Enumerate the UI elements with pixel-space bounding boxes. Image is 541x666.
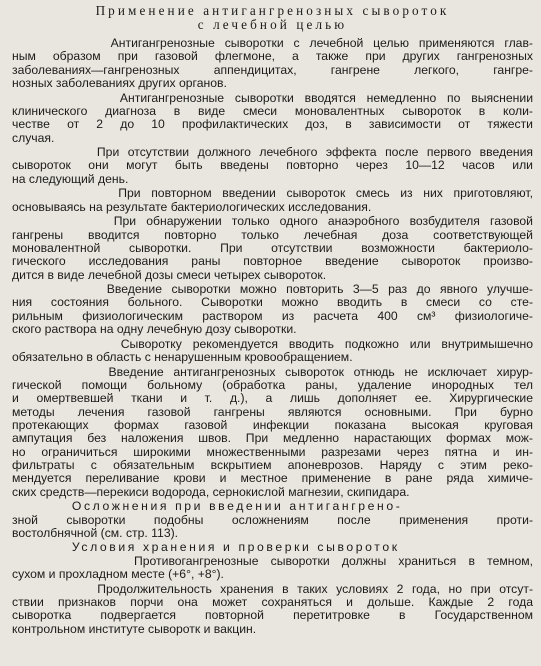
text-line: Осложнения при введении антигангрено- [12, 499, 403, 514]
text-line: на следующий день. [12, 171, 129, 186]
text-line: нозных заболеваниях других органов. [12, 76, 227, 91]
text-line: Условия хранения и проверки сывороток [12, 540, 400, 555]
text-line: контрольном институте сыворотк и вакцин. [12, 621, 257, 636]
text-line: но ограничиться широкими множественными разрезами через пятна и ин- [12, 444, 533, 459]
text-line: зной сыворотки подобны осложнениям после применения проти- [12, 512, 533, 527]
text-line: ампутация без наложения швов. При медленно нарастающих формах мож- [12, 431, 533, 446]
text-line: ным образом при газовой флегмоне, а также при других гангренозных [12, 49, 533, 64]
paragraph [12, 92, 533, 145]
text-line: фильтраты с обязательным вскрытием апоневрозов. Наряду с этим реко- [12, 457, 533, 472]
text-line: честве от 2 до 10 профилактических доз, в зависимости от тяжести [12, 117, 533, 132]
paragraph [12, 541, 533, 581]
paragraph [12, 500, 533, 540]
paragraph [12, 146, 533, 186]
paragraph [12, 187, 533, 214]
text-line: ния состояния больного. Сыворотки можно вводить в смеси со сте- [12, 295, 533, 310]
text-line: Введение антигангренозных сывороток отнюдь не исключает хирур- [12, 364, 533, 379]
text-line: и омертвевшей ткани и т. д.), а лишь дополняет ее. Хирургические [12, 391, 533, 406]
text-line: ских средств—перекиси водорода, сернокислой магнезии, скипидара. [12, 484, 410, 499]
text-line: сыворотка подвергается повторной перетитровке в Государственном [12, 608, 533, 623]
text-line: сухом и прохладном месте (+6°, +8°). [12, 567, 224, 582]
text-line: методы лечения газовой гангрены являются основными. При бурно [12, 404, 533, 419]
title-line-1: Применение антигангренозных сывороток [95, 3, 450, 18]
text-line: рильным физиологическим раствором из расчета 400 см³ физиологиче- [12, 308, 533, 323]
text-line: случая. [12, 130, 55, 145]
text-line: Продолжительность хранения в таких условиях 2 года, но при отсут- [12, 581, 533, 596]
text-line: клинического диагноза в виде смеси моновалентных сывороток в коли- [12, 103, 533, 118]
text-line: мендуется переливание крови и местное применение в ране ряда химиче- [12, 471, 533, 486]
text-line: ствии признаков порчи она может сохраняться и дольше. Каждые 2 года [12, 594, 533, 609]
text-line: Противогангренозные сыворотки должны храниться в темном, [12, 553, 533, 568]
text-line: Введение сыворотки можно повторить 3—5 раз до явного улучше- [12, 282, 533, 297]
paragraph [12, 366, 533, 499]
text-line: При отсутствии должного лечебного эффекта после первого введения [12, 145, 533, 160]
text-line: гангрены вводится повторно только лечебная доза соответствующей [12, 227, 533, 242]
text-line: При повторном введении сывороток смесь из них приготовляют, [12, 186, 533, 201]
text-line: При обнаружении только одного анаэробного возбудителя газовой [12, 214, 533, 229]
text-line: обязательно в область с ненарушенным кровообращением. [12, 350, 353, 365]
text-line: Сыворотку рекомендуется вводить подкожно или внутримышечно [12, 336, 533, 351]
text-line: заболеваниях—гангренозных аппендицитах, гангрене легкого, гангре- [12, 62, 533, 77]
body-text [12, 37, 533, 636]
text-line: Антигангренозные сыворотки вводятся немедленно по выяснении [12, 90, 533, 105]
text-line: основываясь на результате бактериологических исследования. [12, 199, 372, 214]
paragraph [12, 583, 533, 636]
text-line: моновалентной сыворотки. При отсутствии возможности бактериоло- [12, 240, 533, 255]
paragraph [12, 283, 533, 336]
text-line: ского раствора на одну лечебную дозу сыворотки. [12, 322, 297, 337]
text-line: протекающих формах газовой инфекции показана высокая круговая [12, 417, 533, 432]
title-line-2: с лечебной целью [197, 17, 348, 32]
text-line: Антигангренозные сыворотки с лечебной целью применяются глав- [12, 36, 533, 50]
section-title [12, 4, 533, 32]
text-line: сывороток они могут быть введены повторно через 10—12 часов или [12, 158, 533, 173]
paragraph [12, 215, 533, 282]
paragraph [12, 37, 533, 90]
text-line: гической помощи больному (обработка раны, удаление инородных тел [12, 377, 533, 392]
text-line: гического исследования раны повторное введение сывороток произво- [12, 254, 533, 269]
paragraph [12, 338, 533, 365]
text-line: дится в виде лечебной дозы смеси четырех сывороток. [12, 267, 327, 282]
text-line: востолбнячной (см. стр. 113). [12, 525, 179, 540]
